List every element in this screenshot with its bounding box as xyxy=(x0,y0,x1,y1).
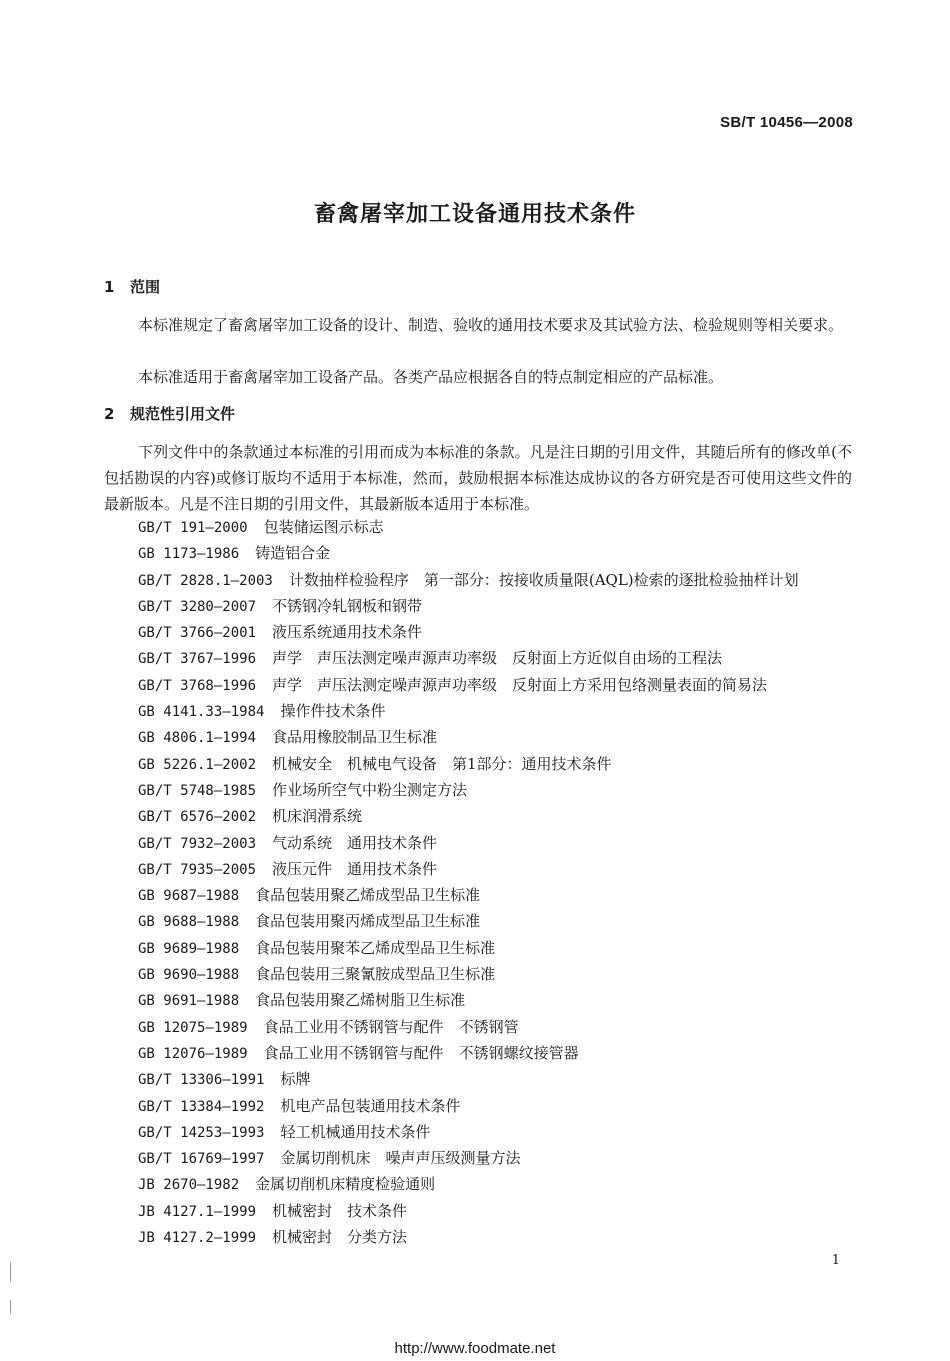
reference-item xyxy=(104,778,854,804)
reference-title: 操作件技术条件 xyxy=(280,702,386,721)
reference-title: 轻工机械通用技术条件 xyxy=(280,1122,431,1141)
reference-code: GB 9687—1988 xyxy=(138,888,240,905)
reference-title: 气动系统 通用技术条件 xyxy=(272,833,438,852)
reference-title: 食品工业用不锈钢管与配件 不锈钢管 xyxy=(263,1017,519,1036)
normative-references-list xyxy=(104,515,854,1251)
reference-item xyxy=(104,909,854,935)
section-number: 2 xyxy=(104,405,115,423)
reference-code: GB/T 2828.1—2003 xyxy=(138,572,273,589)
reference-code: GB/T 3767—1996 xyxy=(138,651,257,668)
reference-title: 液压元件 通用技术条件 xyxy=(272,859,438,878)
reference-title: 标牌 xyxy=(280,1070,311,1089)
reference-code: GB/T 14253—1993 xyxy=(138,1124,265,1141)
reference-item xyxy=(104,857,854,883)
reference-title: 机床润滑系统 xyxy=(272,807,363,826)
reference-title: 机械安全 机械电气设备 第1部分：通用技术条件 xyxy=(272,754,612,773)
reference-code: GB 9689—1988 xyxy=(138,940,240,957)
reference-title: 作业场所空气中粉尘测定方法 xyxy=(272,780,468,799)
document-title: 畜禽屠宰加工设备通用技术条件 xyxy=(313,202,636,227)
reference-code: GB 9691—1988 xyxy=(138,993,240,1010)
reference-item xyxy=(104,1067,854,1093)
section-2-paragraph-1: 下列文件中的条款通过本标准的引用而成为本标准的条款。凡是注日期的引用文件，其随后所有的修改单(不包括勘误的内容)或修订版均不适用于本标准，然而，鼓励根据本标准达成协议的各方研究是否可使用这些文件的最新版本。凡是不注日期的引用文件，其最新版本适用于本标准。 xyxy=(104,443,852,513)
reference-code: JB 2670—1982 xyxy=(138,1177,240,1194)
reference-item xyxy=(104,988,854,1014)
reference-item xyxy=(104,673,854,699)
reference-code: GB/T 3768—1996 xyxy=(138,677,257,694)
section-1-paragraph-2: 本标准适用于畜禽屠宰加工设备产品。各类产品应根据各自的特点制定相应的产品标准。 xyxy=(138,368,724,386)
page-number: 1 xyxy=(831,1253,840,1268)
reference-code: GB/T 7935—2005 xyxy=(138,861,257,878)
reference-title: 机械密封 技术条件 xyxy=(272,1201,408,1220)
reference-item xyxy=(104,725,854,751)
reference-item xyxy=(104,1225,854,1251)
reference-item xyxy=(104,620,854,646)
reference-item xyxy=(104,594,854,620)
section-1-paragraph-1: 本标准规定了畜禽屠宰加工设备的设计、制造、验收的通用技术要求及其试验方法、检验规则等相关要求。 xyxy=(138,316,844,334)
reference-code: GB 4141.33—1984 xyxy=(138,704,265,721)
reference-title: 机电产品包装通用技术条件 xyxy=(280,1096,461,1115)
section-2-heading xyxy=(104,403,235,424)
reference-title: 食品包装用聚苯乙烯成型品卫生标准 xyxy=(255,938,496,957)
reference-title: 声学 声压法测定噪声源声功率级 反射面上方近似自由场的工程法 xyxy=(272,649,723,668)
reference-code: GB 9688—1988 xyxy=(138,914,240,931)
section-title: 规范性引用文件 xyxy=(130,405,236,423)
footer-url-link[interactable]: http://www.foodmate.net xyxy=(394,1340,556,1357)
reference-code: GB 12075—1989 xyxy=(138,1019,248,1036)
reference-title: 金属切削机床 噪声声压级测量方法 xyxy=(280,1149,521,1168)
reference-code: GB 5226.1—2002 xyxy=(138,756,257,773)
reference-item xyxy=(104,883,854,909)
reference-title: 计数抽样检验程序 第一部分：按接收质量限(AQL)检索的逐批检验抽样计划 xyxy=(288,570,799,589)
reference-code: GB 9690—1988 xyxy=(138,967,240,984)
reference-item xyxy=(104,752,854,778)
reference-title: 食品工业用不锈钢管与配件 不锈钢螺纹接管器 xyxy=(263,1043,579,1062)
reference-title: 食品包装用三聚氰胺成型品卫生标准 xyxy=(255,965,496,984)
reference-code: GB/T 3766—2001 xyxy=(138,625,257,642)
reference-item xyxy=(104,646,854,672)
reference-item xyxy=(104,936,854,962)
reference-item xyxy=(104,541,854,567)
reference-title: 机械密封 分类方法 xyxy=(272,1228,408,1247)
reference-item xyxy=(104,1015,854,1041)
standard-code: SB/T 10456—2008 xyxy=(720,114,853,131)
reference-item xyxy=(104,699,854,725)
reference-code: JB 4127.2—1999 xyxy=(138,1230,257,1247)
section-1-heading xyxy=(104,276,160,297)
reference-code: JB 4127.1—1999 xyxy=(138,1203,257,1220)
reference-item xyxy=(104,1199,854,1225)
reference-title: 食品包装用聚乙烯成型品卫生标准 xyxy=(255,886,481,905)
reference-item xyxy=(104,1146,854,1172)
reference-title: 金属切削机床精度检验通则 xyxy=(255,1175,436,1194)
reference-code: GB/T 16769—1997 xyxy=(138,1151,265,1168)
reference-item xyxy=(104,804,854,830)
reference-item xyxy=(104,1120,854,1146)
reference-title: 食品用橡胶制品卫生标准 xyxy=(272,728,438,747)
reference-code: GB 12076—1989 xyxy=(138,1045,248,1062)
reference-code: GB 1173—1986 xyxy=(138,546,240,563)
reference-code: GB/T 5748—1985 xyxy=(138,782,257,799)
reference-item xyxy=(104,831,854,857)
reference-code: GB/T 13384—1992 xyxy=(138,1098,265,1115)
reference-title: 食品包装用聚丙烯成型品卫生标准 xyxy=(255,912,481,931)
reference-code: GB/T 191—2000 xyxy=(138,520,248,536)
reference-item xyxy=(104,962,854,988)
reference-item xyxy=(104,1172,854,1198)
scan-margin-mark xyxy=(10,1300,11,1314)
scan-margin-mark xyxy=(10,1262,11,1282)
reference-title: 铸造铝合金 xyxy=(255,544,331,563)
reference-title: 包装储运图示标志 xyxy=(263,518,384,536)
reference-title: 液压系统通用技术条件 xyxy=(272,623,423,642)
section-title: 范围 xyxy=(130,278,161,296)
reference-item xyxy=(104,1094,854,1120)
section-number: 1 xyxy=(104,278,115,296)
reference-item xyxy=(104,1041,854,1067)
reference-title: 食品包装用聚乙烯树脂卫生标准 xyxy=(255,991,466,1010)
reference-code: GB/T 7932—2003 xyxy=(138,835,257,852)
reference-item xyxy=(104,515,854,541)
reference-code: GB/T 3280—2007 xyxy=(138,598,257,615)
reference-title: 不锈钢冷轧钢板和钢带 xyxy=(272,596,423,615)
reference-item xyxy=(104,568,854,594)
reference-code: GB 4806.1—1994 xyxy=(138,730,257,747)
reference-title: 声学 声压法测定噪声源声功率级 反射面上方采用包络测量表面的简易法 xyxy=(272,675,768,694)
reference-code: GB/T 13306—1991 xyxy=(138,1072,265,1089)
reference-code: GB/T 6576—2002 xyxy=(138,809,257,826)
